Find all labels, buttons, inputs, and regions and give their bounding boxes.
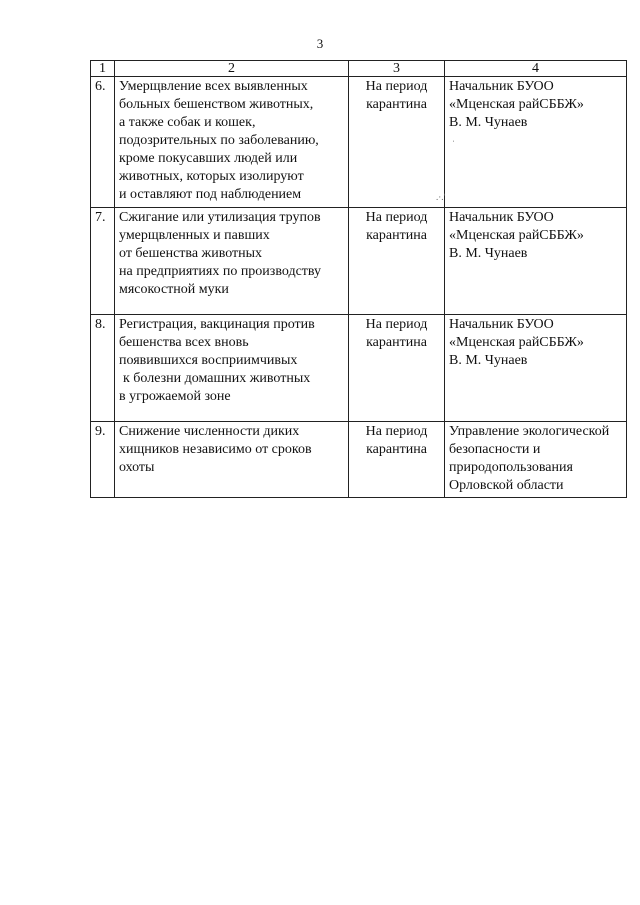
measure-line: Сжигание или утилизация трупов — [119, 210, 321, 225]
measure-line: Снижение численности диких — [119, 424, 300, 439]
measure-line: появившихся восприимчивых — [119, 353, 298, 368]
responsible-line: Начальник БУОО — [449, 79, 554, 94]
period-cell — [349, 208, 445, 315]
measure-line: охоты — [119, 460, 155, 475]
row-number: 8. — [91, 315, 115, 422]
measure-cell — [115, 422, 349, 498]
period-line: На период — [365, 424, 428, 439]
header-col-1: 1 — [91, 61, 115, 77]
measure-line: к болезни домашних животных — [123, 371, 311, 386]
header-col-2: 2 — [115, 61, 349, 77]
responsible-line: «Мценская райСББЖ» — [449, 228, 584, 243]
responsible-line: «Мценская райСББЖ» — [449, 97, 584, 112]
page-number: 3 — [316, 36, 324, 51]
responsible-line: природопользования — [449, 460, 573, 475]
period-line: На период — [365, 317, 428, 332]
scan-speck: ˌ — [452, 132, 455, 142]
row-number: 9. — [91, 422, 115, 498]
responsible-cell — [445, 208, 627, 315]
measure-line: в угрожаемой зоне — [119, 389, 231, 404]
measure-line: больных бешенством животных, — [119, 97, 314, 112]
measure-line: Регистрация, вакцинация против — [119, 317, 315, 332]
responsible-line: Начальник БУОО — [449, 317, 554, 332]
measure-line: кроме покусавших людей или — [119, 151, 298, 166]
table-row — [91, 208, 627, 315]
responsible-line: безопасности и — [449, 442, 541, 457]
table-row — [91, 315, 627, 422]
measure-line: хищников независимо от сроков — [119, 442, 312, 457]
responsible-cell — [445, 422, 627, 498]
period-cell — [349, 422, 445, 498]
row-number: 7. — [91, 208, 115, 315]
measure-cell — [115, 315, 349, 422]
period-line: карантина — [366, 442, 427, 457]
responsible-line: В. М. Чунаев — [449, 246, 528, 261]
responsible-line: Орловской области — [449, 478, 564, 493]
header-col-4: 4 — [445, 61, 627, 77]
responsible-line: В. М. Чунаев — [449, 353, 528, 368]
measure-line: Умерщвление всех выявленных — [119, 79, 308, 94]
responsible-line: В. М. Чунаев — [449, 115, 528, 130]
responsible-line: «Мценская райСББЖ» — [449, 335, 584, 350]
measures-table — [90, 60, 627, 498]
table-row — [91, 77, 627, 208]
measure-line: а также собак и кошек, — [119, 115, 256, 130]
measure-line: и оставляют под наблюдением — [119, 187, 302, 202]
period-line: карантина — [366, 228, 427, 243]
scan-speck: .·.ʹ — [436, 192, 446, 202]
responsible-line: Начальник БУОО — [449, 210, 554, 225]
measure-cell — [115, 208, 349, 315]
period-line: На период — [365, 79, 428, 94]
measure-line: подозрительных по заболеванию, — [119, 133, 319, 148]
period-line: карантина — [366, 97, 427, 112]
measure-line: животных, которых изолируют — [119, 169, 304, 184]
period-line: На период — [365, 210, 428, 225]
header-row — [91, 61, 627, 77]
measure-line: от бешенства животных — [119, 246, 263, 261]
header-col-3: 3 — [349, 61, 445, 77]
period-cell — [349, 77, 445, 208]
responsible-cell — [445, 77, 627, 208]
period-cell — [349, 315, 445, 422]
period-line: карантина — [366, 335, 427, 350]
measure-cell — [115, 77, 349, 208]
row-number: 6. — [91, 77, 115, 208]
responsible-line: Управление экологической — [449, 424, 610, 439]
measure-line: умерщвленных и павших — [119, 228, 270, 243]
measure-line: бешенства всех вновь — [119, 335, 249, 350]
table-row — [91, 422, 627, 498]
responsible-cell — [445, 315, 627, 422]
measure-line: мясокостной муки — [119, 282, 229, 297]
measure-line: на предприятиях по производству — [119, 264, 322, 279]
